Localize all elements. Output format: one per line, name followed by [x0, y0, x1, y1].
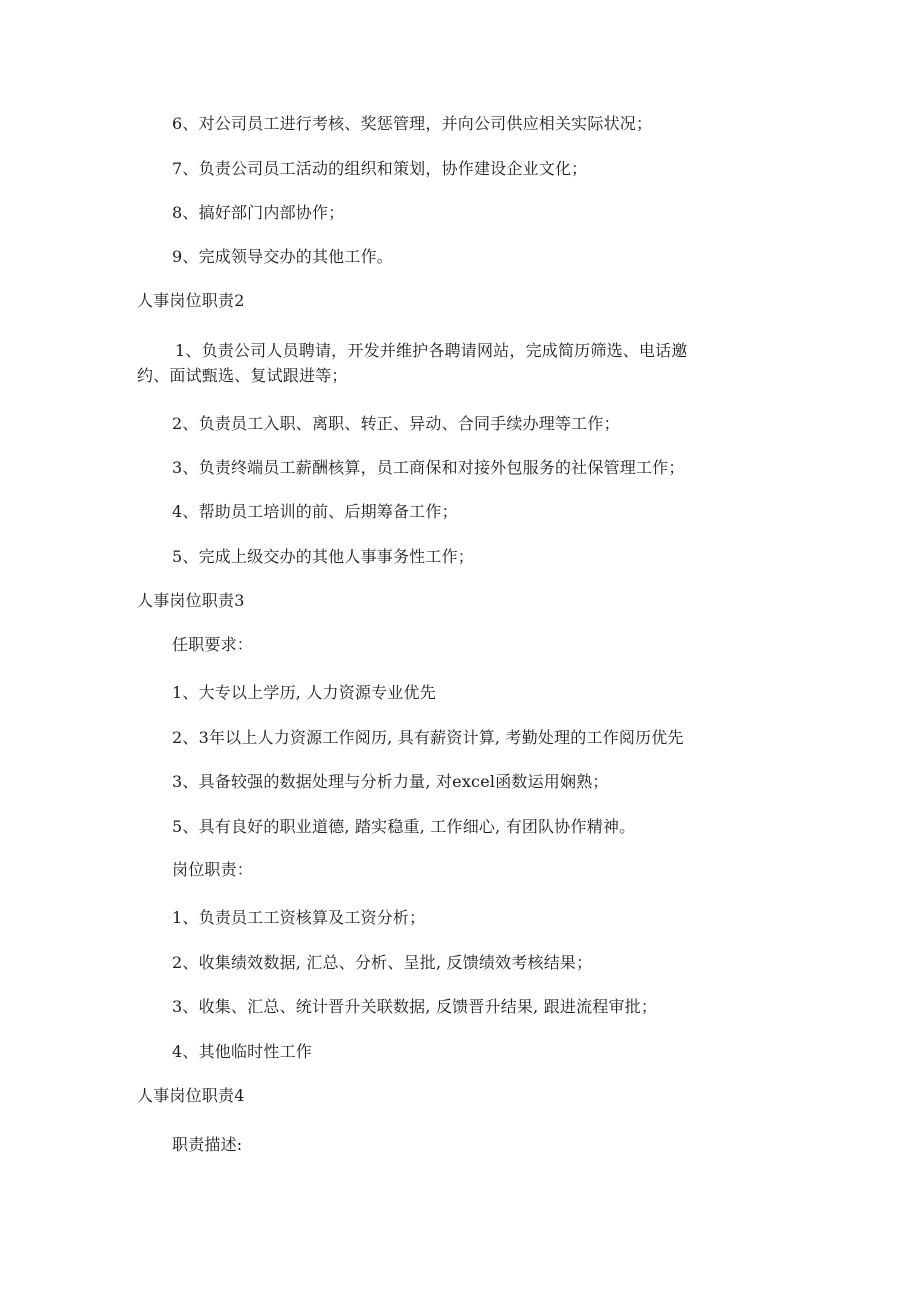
requirement-item-3: 3、具备较强的数据处理与分析力量, 对excel函数运用娴熟；: [172, 772, 609, 791]
section-heading-3: 人事岗位职责3: [137, 591, 245, 610]
section-heading-4: 人事岗位职责4: [137, 1086, 245, 1105]
duties-title: 岗位职责：: [172, 860, 254, 879]
requirements-title: 任职要求：: [172, 635, 254, 654]
s2-item-1-line-1: 1、负责公司人员聘请，开发并维护各聘请网站，完成简历筛选、电话邀: [175, 341, 688, 360]
duty-item-7: 7、负责公司员工活动的组织和策划，协作建设企业文化；: [172, 159, 588, 178]
requirement-item-1: 1、大专以上学历, 人力资源专业优先: [172, 683, 436, 702]
duty3-item-4: 4、其他临时性工作: [172, 1042, 312, 1061]
duty-item-6: 6、对公司员工进行考核、奖惩管理，并向公司供应相关实际状况；: [172, 114, 653, 133]
requirement-item-2: 2、3年以上人力资源工作阅历, 具有薪资计算, 考勤处理的工作阅历优先: [172, 728, 684, 747]
s2-item-3: 3、负责终端员工薪酬核算，员工商保和对接外包服务的社保管理工作；: [172, 458, 685, 477]
duty-item-9: 9、完成领导交办的其他工作。: [172, 247, 393, 266]
s2-item-4: 4、帮助员工培训的前、后期筹备工作；: [172, 502, 458, 521]
duty-item-8: 8、搞好部门内部协作；: [172, 203, 345, 222]
s2-item-2: 2、负责员工入职、离职、转正、异动、合同手续办理等工作；: [172, 414, 620, 433]
section-heading-2: 人事岗位职责2: [137, 291, 245, 310]
duty3-item-1: 1、负责员工工资核算及工资分析；: [172, 908, 426, 927]
requirement-item-5: 5、具有良好的职业道德, 踏实稳重, 工作细心, 有团队协作精神。: [172, 817, 636, 836]
description-title: 职责描述:: [172, 1135, 243, 1154]
s2-item-1-line-2: 约、面试甄选、复试跟进等；: [137, 366, 348, 385]
duty3-item-3: 3、收集、汇总、统计晋升关联数据, 反馈晋升结果, 跟进流程审批；: [172, 997, 658, 1016]
s2-item-5: 5、完成上级交办的其他人事事务性工作；: [172, 547, 474, 566]
duty3-item-2: 2、收集绩效数据, 汇总、分析、呈批, 反馈绩效考核结果；: [172, 953, 593, 972]
